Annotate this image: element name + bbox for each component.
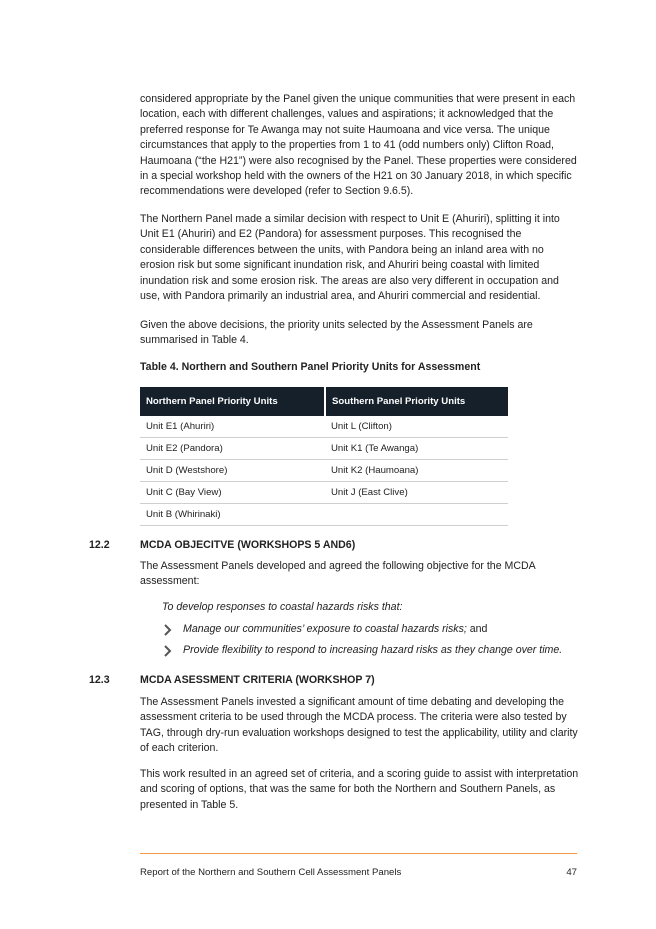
table-4 — [140, 387, 508, 526]
table-cell: Unit K2 (Haumoana) — [325, 460, 508, 482]
objective-bullet-1 — [183, 623, 583, 635]
table-row — [140, 482, 508, 504]
table-4-caption: Table 4. Northern and Southern Panel Priority Units for Assessment — [140, 361, 481, 373]
section-12-2-intro: The Assessment Panels developed and agreed the following objective for the MCDA assessment: — [140, 560, 536, 588]
table-cell: Unit J (East Clive) — [325, 482, 508, 504]
objective-statement: To develop responses to coastal hazards risks that: — [162, 601, 403, 613]
table-cell: Unit E2 (Pandora) — [140, 438, 325, 460]
objective-bullet-1-italic: Manage our communities’ exposure to coastal hazards risks; — [183, 623, 467, 635]
table-header-row — [140, 387, 508, 416]
chevron-right-icon — [162, 644, 174, 658]
column-header-southern: Southern Panel Priority Units — [325, 387, 508, 416]
table-cell: Unit E1 (Ahuriri) — [140, 416, 325, 438]
table-row — [140, 460, 508, 482]
section-12-2-title: MCDA OBJECITVE (WORKSHOPS 5 AND6) — [140, 539, 356, 551]
objective-bullet-1-tail: and — [466, 623, 488, 635]
section-12-3-title: MCDA ASESSMENT CRITERIA (WORKSHOP 7) — [140, 674, 375, 686]
table-cell — [325, 504, 508, 526]
body-paragraph-1: considered appropriate by the Panel given the unique communities that were present in each location, each with different challenges, values and aspirations; it acknowledged that the preferred response for Te Awanga may not suite Haumoana and vice versa. The unique circumstances that apply to the properties from 1 to 41 (odd numbers only) Clifton Road, Haumoana (“the H21”) were also recognised by the Panel. These properties were considered in a special workshop held with the owners of the H21 on 30 January 2018, in which specific recommendations were developed (refer to Section 9.6.5). — [140, 93, 577, 198]
body-paragraph-3: Given the above decisions, the priority units selected by the Assessment Panels are summarised in Table 4. — [140, 319, 533, 347]
objective-bullet-2 — [183, 644, 583, 656]
table-cell: Unit K1 (Te Awanga) — [325, 438, 508, 460]
body-paragraph-2: The Northern Panel made a similar decision with respect to Unit E (Ahuriri), splitting it into Unit E1 (Ahuriri) and E2 (Pandora) for assessment purposes. This recognised the considerable differences between the units, with Pandora being an inland area with no erosion risk but some significant inundation risk, and Ahuriri being coastal with limited inundation risk and some erosion risk. The areas are also very different in occupation and use, with Pandora primarily an industrial area, and Ahuriri commercial and residential. — [140, 213, 560, 303]
objective-bullet-2-italic: Provide flexibility to respond to increasing hazard risks as they change over time. — [183, 644, 563, 656]
table-cell: Unit L (Clifton) — [325, 416, 508, 438]
table-row — [140, 416, 508, 438]
footer-divider — [140, 853, 577, 854]
column-header-northern: Northern Panel Priority Units — [140, 387, 325, 416]
footer-report-title: Report of the Northern and Southern Cell Assessment Panels — [140, 867, 402, 878]
page-number: 47 — [566, 867, 577, 878]
table-row — [140, 504, 508, 526]
table-cell: Unit C (Bay View) — [140, 482, 325, 504]
section-12-2-number: 12.2 — [89, 539, 110, 551]
section-12-3-paragraph-1: The Assessment Panels invested a significant amount of time debating and developing the assessment criteria to be used through the MCDA process. The criteria were also tested by TAG, through dry-run evaluation workshops designed to test the applicability, utility and clarity of each criterion. — [140, 696, 578, 755]
table-cell: Unit B (Whirinaki) — [140, 504, 325, 526]
chevron-right-icon — [162, 623, 174, 637]
section-12-3-paragraph-2: This work resulted in an agreed set of criteria, and a scoring guide to assist with interpretation and scoring of options, that was the same for both the Northern and Southern Panels, as presented in Table 5. — [140, 768, 579, 811]
table-row — [140, 438, 508, 460]
section-12-3-number: 12.3 — [89, 674, 110, 686]
table-cell: Unit D (Westshore) — [140, 460, 325, 482]
